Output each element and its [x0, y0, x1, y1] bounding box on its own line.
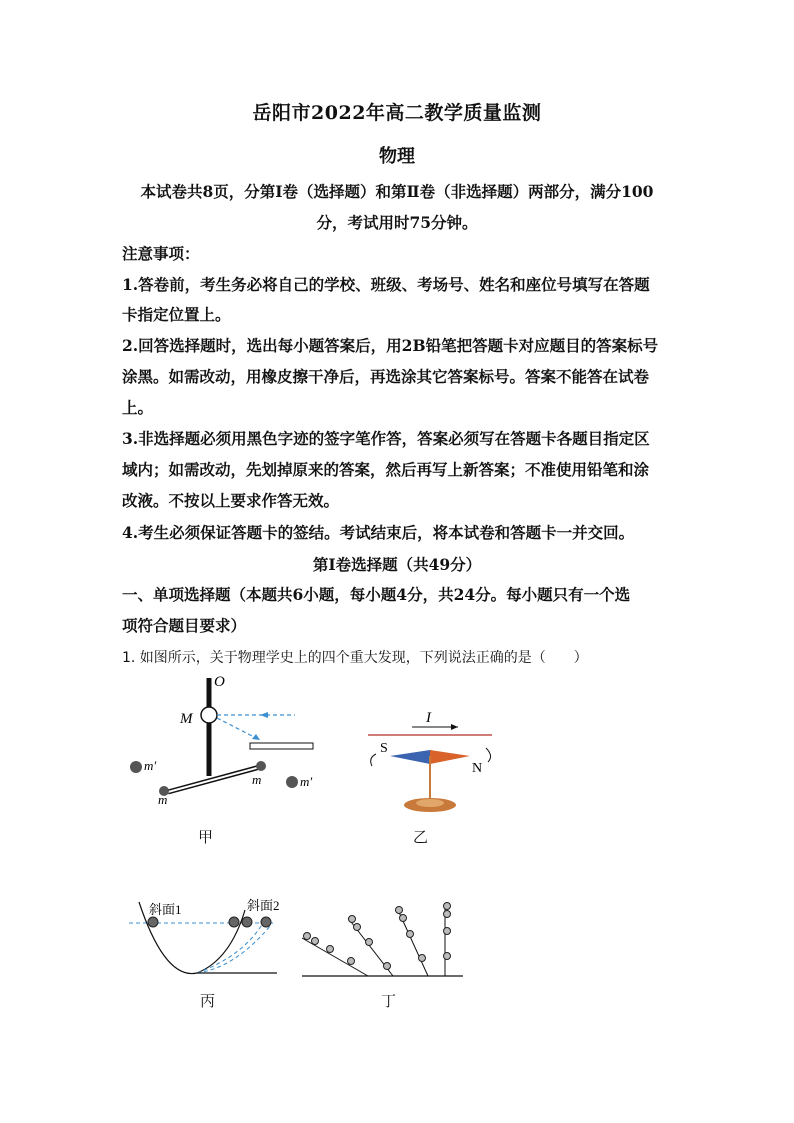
torsion-beam-inner: [168, 767, 260, 792]
label-slope-2: 斜面2: [247, 898, 280, 913]
section-heading-line-1: 一、单项选择题（本题共6小题，每小题4分，共24分。每小题只有一个选: [122, 585, 631, 604]
ball: [384, 963, 391, 970]
page-title: 岳阳市2022年高二教学质量监测: [252, 102, 542, 124]
ball-right-3: [261, 917, 271, 927]
ball: [444, 928, 451, 935]
ball: [348, 958, 355, 965]
figure-yi-oersted: [360, 700, 500, 820]
question-1-text: 1. 如图所示，关于物理学史上的四个重大发现，下列说法正确的是（ ）: [122, 650, 588, 666]
ball-right-2: [242, 917, 252, 927]
slope-3: [197, 923, 263, 973]
notice-heading: 注意事项：: [122, 244, 200, 263]
label-S: S: [380, 741, 388, 756]
caption-ding: 丁: [381, 992, 397, 1010]
label-m-left: m: [158, 792, 168, 807]
subject-title: 物理: [379, 146, 415, 167]
label-m-prime-left: m′: [144, 758, 157, 773]
ball: [304, 933, 311, 940]
ball-right-1: [229, 917, 239, 927]
notice-item-2-line-3: 上。: [122, 398, 154, 417]
intro-line-2: 分，考试用时75分钟。: [316, 213, 478, 232]
ball-left: [148, 917, 158, 927]
label-slope-1: 斜面1: [149, 902, 182, 917]
figure-jia-torsion-balance: [120, 670, 340, 820]
caption-yi: 乙: [413, 828, 429, 846]
needle-south: [390, 750, 430, 764]
notice-item-2-line-1: 2.回答选择题时，选出每小题答案后，用2B铅笔把答题卡对应题目的答案标号: [122, 336, 659, 355]
label-I: I: [426, 710, 431, 726]
arrow-icon: [451, 724, 458, 730]
notice-item-4: 4.考生必须保证答题卡的签结。考试结束后，将本试卷和答题卡一并交回。: [122, 523, 635, 542]
rotation-arrow-left: [371, 754, 376, 766]
figure-bing-inclined-planes: [125, 890, 285, 980]
ball: [444, 903, 451, 910]
label-m-right: m: [252, 772, 262, 787]
label-O: O: [214, 674, 225, 690]
label-m-prime-right: m′: [300, 774, 313, 789]
ball: [349, 916, 356, 923]
stand-base-top: [416, 799, 444, 807]
arrow-icon: [260, 712, 268, 718]
notice-item-2-line-2: 涂黑。如需改动，用橡皮擦干净后，再选涂其它答案标号。答案不能答在试卷: [122, 367, 650, 386]
notice-item-3-line-2: 域内；如需改动，先划掉原来的答案，然后再写上新答案；不准使用铅笔和涂: [122, 460, 650, 479]
ball: [444, 911, 451, 918]
caption-bing: 丙: [200, 992, 216, 1010]
label-M: M: [180, 711, 193, 727]
ball: [366, 939, 373, 946]
notice-item-3-line-1: 3.非选择题必须用黑色字迹的签字笔作答，答案必须写在答题卡各题目指定区: [122, 429, 650, 448]
ball: [327, 946, 334, 953]
figure-ding-inclines: [298, 898, 468, 980]
needle-north: [430, 750, 470, 764]
ball: [312, 938, 319, 945]
section-heading-line-2: 项符合题目要求）: [122, 616, 247, 635]
arrow-icon: [252, 734, 260, 740]
notice-item-1-line-2: 卡指定位置上。: [122, 305, 231, 324]
slope-4: [197, 925, 271, 973]
ball: [354, 924, 361, 931]
caption-jia: 甲: [198, 828, 214, 846]
rotation-arrow-right: [486, 748, 491, 762]
scale-bar: [250, 743, 313, 749]
mirror-M: [201, 707, 217, 723]
intro-line-1: 本试卷共8页，分第Ⅰ卷（选择题）和第Ⅱ卷（非选择题）两部分，满分100: [140, 182, 654, 201]
ball: [396, 907, 403, 914]
sphere-m-prime-right: [286, 776, 298, 788]
ball: [419, 955, 426, 962]
notice-item-1-line-1: 1.答卷前，考生务必将自己的学校、班级、考场号、姓名和座位号填写在答题: [122, 275, 650, 294]
sphere-m-right: [256, 761, 266, 771]
ball: [407, 931, 414, 938]
light-ray-out: [217, 718, 260, 740]
notice-item-3-line-3: 改液。不按以上要求作答无效。: [122, 491, 340, 510]
label-N: N: [472, 761, 483, 776]
incline-a: [302, 938, 368, 976]
ball: [400, 915, 407, 922]
part-title: 第Ⅰ卷选择题（共49分）: [312, 555, 482, 574]
ball: [444, 953, 451, 960]
sphere-m-prime-left: [130, 761, 142, 773]
